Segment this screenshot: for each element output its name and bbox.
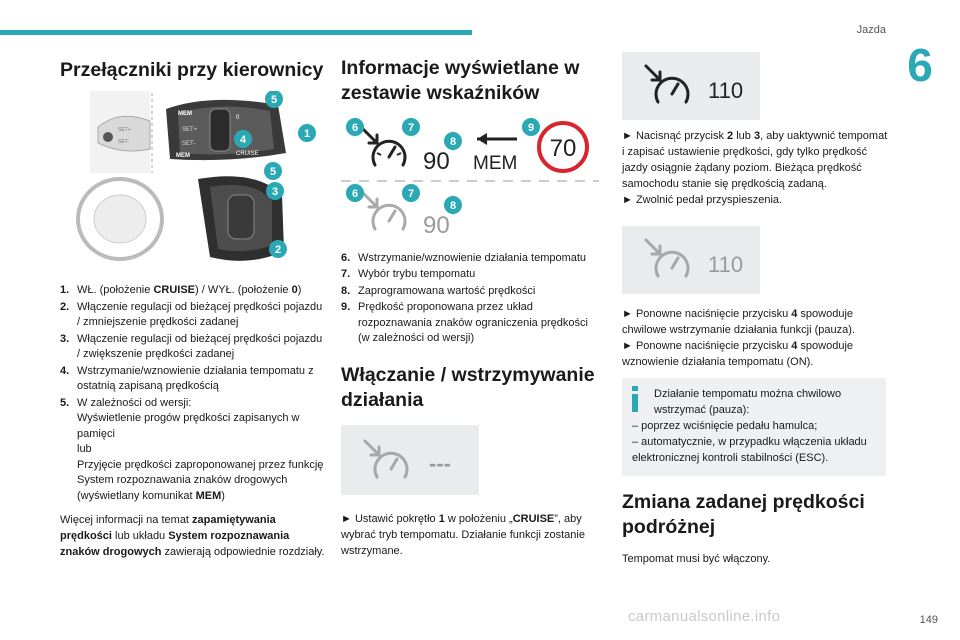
switch-label-setplus: SET+ [118,127,131,134]
svg-text:9: 9 [527,121,535,134]
stalk-label-zero: 0 [236,115,240,122]
svg-text:7: 7 [407,121,415,134]
svg-text:5: 5 [270,94,278,107]
legend-item-5: 5. W zależności od wersji: Wyświetlenie progów prędkości zapisanych w pamięci lub Przyjęcie prędkości zaproponowanej przez funkcję System rozpoznawania znaków drogowych (wyświetlany komunikat MEM) [60,396,324,502]
info-icon [630,386,640,412]
callout-8-bottom [444,196,462,214]
switch-legend-list [60,283,328,504]
steering-wheel-drawing [78,177,162,261]
cruise-control-icon-standby [341,425,479,495]
svg-text:8: 8 [449,199,457,212]
more-info-paragraph: Więcej informacji na temat zapamiętywania prędkości lub układu System rozpoznawania znaków drogowych zawierają odpowiednie rozdziały. [60,514,325,559]
info-note-lead: Działanie tempomatu można chwilowo wstrzymać (pauza): [654,388,842,416]
display-legend-item-7: 7. Wybór trybu tempomatu [341,268,476,281]
figure-cruise-off [341,425,479,495]
svg-text:2: 2 [274,244,282,257]
legend-item-4: 4. Wstrzymanie/wznowienie działania tempomatu z ostatnią zapisaną prędkością [60,364,314,393]
callout-4 [234,130,252,148]
stalk-closeup [166,100,286,160]
mem-label: MEM [473,152,518,174]
svg-text:5: 5 [269,166,277,179]
paused-speed: 110 [708,252,744,277]
heading-display-info: Informacje wyświetlane w zestawie wskaźników [341,57,580,105]
stalk-label-mem-lower: MEM [176,153,190,160]
callout-6-bottom [346,184,364,202]
callout-9 [522,118,540,136]
figure-cruise-paused [622,226,760,294]
display-legend-item-9: 9. Prędkość proponowana przez układ rozpoznawania znaków ograniczenia prędkości (w zależności od wersji) [341,301,588,345]
callout-8-top [444,132,462,150]
column-display-info [341,56,599,559]
callout-2 [269,240,287,258]
callout-5-bottom [264,162,282,180]
speed-limit-sign [539,123,587,171]
info-note-bullet-2: – automatycznie, w przypadku włączenia układu elektronicznej kontroli stabilności (ESC). [632,436,867,464]
callout-1 [298,124,316,142]
info-note [622,378,886,476]
section-label: Jazda [856,24,886,36]
standby-dashes: --- [429,451,451,477]
legend-item-3: 3. Włączenie regulacji od bieżącej prędkości pojazdu / zwiększenie prędkości zadanej [60,332,323,361]
chapter-number: 6 [907,39,933,91]
activation-steps: ► Nacisnąć przycisk 2 lub 3, aby uaktywnić tempomat i zapisać ustawienie prędkości, gdy tylko prędkość jazdy osiągnie żądany poziom. Bieżąca prędkość samochodu stanie się prędkością zadaną. ► Zwolnić pedał przyspieszenia. [622,130,888,206]
page-number: 149 [919,614,938,626]
legend-item-2: 2. Włączenie regulacji od bieżącej prędkości pojazdu / zmniejszenie prędkości zadanej [60,300,323,329]
callout-3 [266,182,284,200]
heading-steering-switches: Przełączniki przy kierownicy [60,59,324,81]
svg-text:3: 3 [271,186,279,199]
set-speed-paused: 90 [423,211,450,239]
callout-7-bottom [402,184,420,202]
stalk-label-cruise: CRUISE [236,151,259,158]
svg-text:6: 6 [351,187,359,200]
info-note-bullet-1: – poprzez wciśnięcie pedału hamulca; [632,420,818,432]
legend-item-1: 1. WŁ. (położenie CRUISE) / WYŁ. (położenie 0) [60,284,302,297]
column-steering-switches [60,56,328,560]
column-activation [622,52,892,567]
callout-6-top [346,118,364,136]
switch-label-setminus: SET- [118,139,130,146]
svg-text:8: 8 [449,135,457,148]
pause-resume-steps: ► Ponowne naciśnięcie przycisku 4 spowoduje chwilowe wstrzymanie działania funkcji (pauza). ► Ponowne naciśnięcie przycisku 4 spowoduje wznowienie działania tempomatu (ON). [622,308,855,368]
cruise-control-icon-on [622,52,760,120]
heading-enable-pause: Włączanie / wstrzymywanie działania [341,363,595,412]
figure-cruise-active [622,52,760,120]
display-legend-item-8: 8. Zaprogramowana wartość prędkości [341,284,536,297]
active-speed: 110 [708,78,744,103]
svg-text:1: 1 [303,128,311,141]
set-speed-active: 90 [423,147,450,175]
svg-text:6: 6 [351,121,359,134]
display-legend-list [341,251,599,347]
cruise-control-icon-paused [363,193,405,229]
watermark: carmanualsonline.info [628,608,781,625]
header-accent-bar [0,30,472,35]
cruise-control-icon-active [363,129,405,165]
svg-text:4: 4 [239,134,247,147]
cluster-display-illustration [341,117,599,239]
steering-switch-illustration [60,91,328,263]
svg-text:SET-: SET- [182,141,196,148]
svg-text:SET+: SET+ [182,127,198,134]
closing-text: Tempomat musi być włączony. [622,552,771,565]
cruise-control-icon-pause [622,226,760,294]
enable-step: ► Ustawić pokrętło 1 w położeniu „CRUISE”, aby wybrać tryb tempomatu. Działanie funkcji zostanie wstrzymane. [341,513,585,558]
arrow-left-icon [477,133,517,145]
svg-text:7: 7 [407,187,415,200]
display-legend-item-6: 6. Wstrzymanie/wznowienie działania tempomatu [341,251,587,264]
callout-7-top [402,118,420,136]
heading-change-speed: Zmiana zadanej prędkości podróżnej [622,491,865,539]
stalk-label-mem: MEM [178,111,192,118]
svg-text:70: 70 [549,134,577,162]
